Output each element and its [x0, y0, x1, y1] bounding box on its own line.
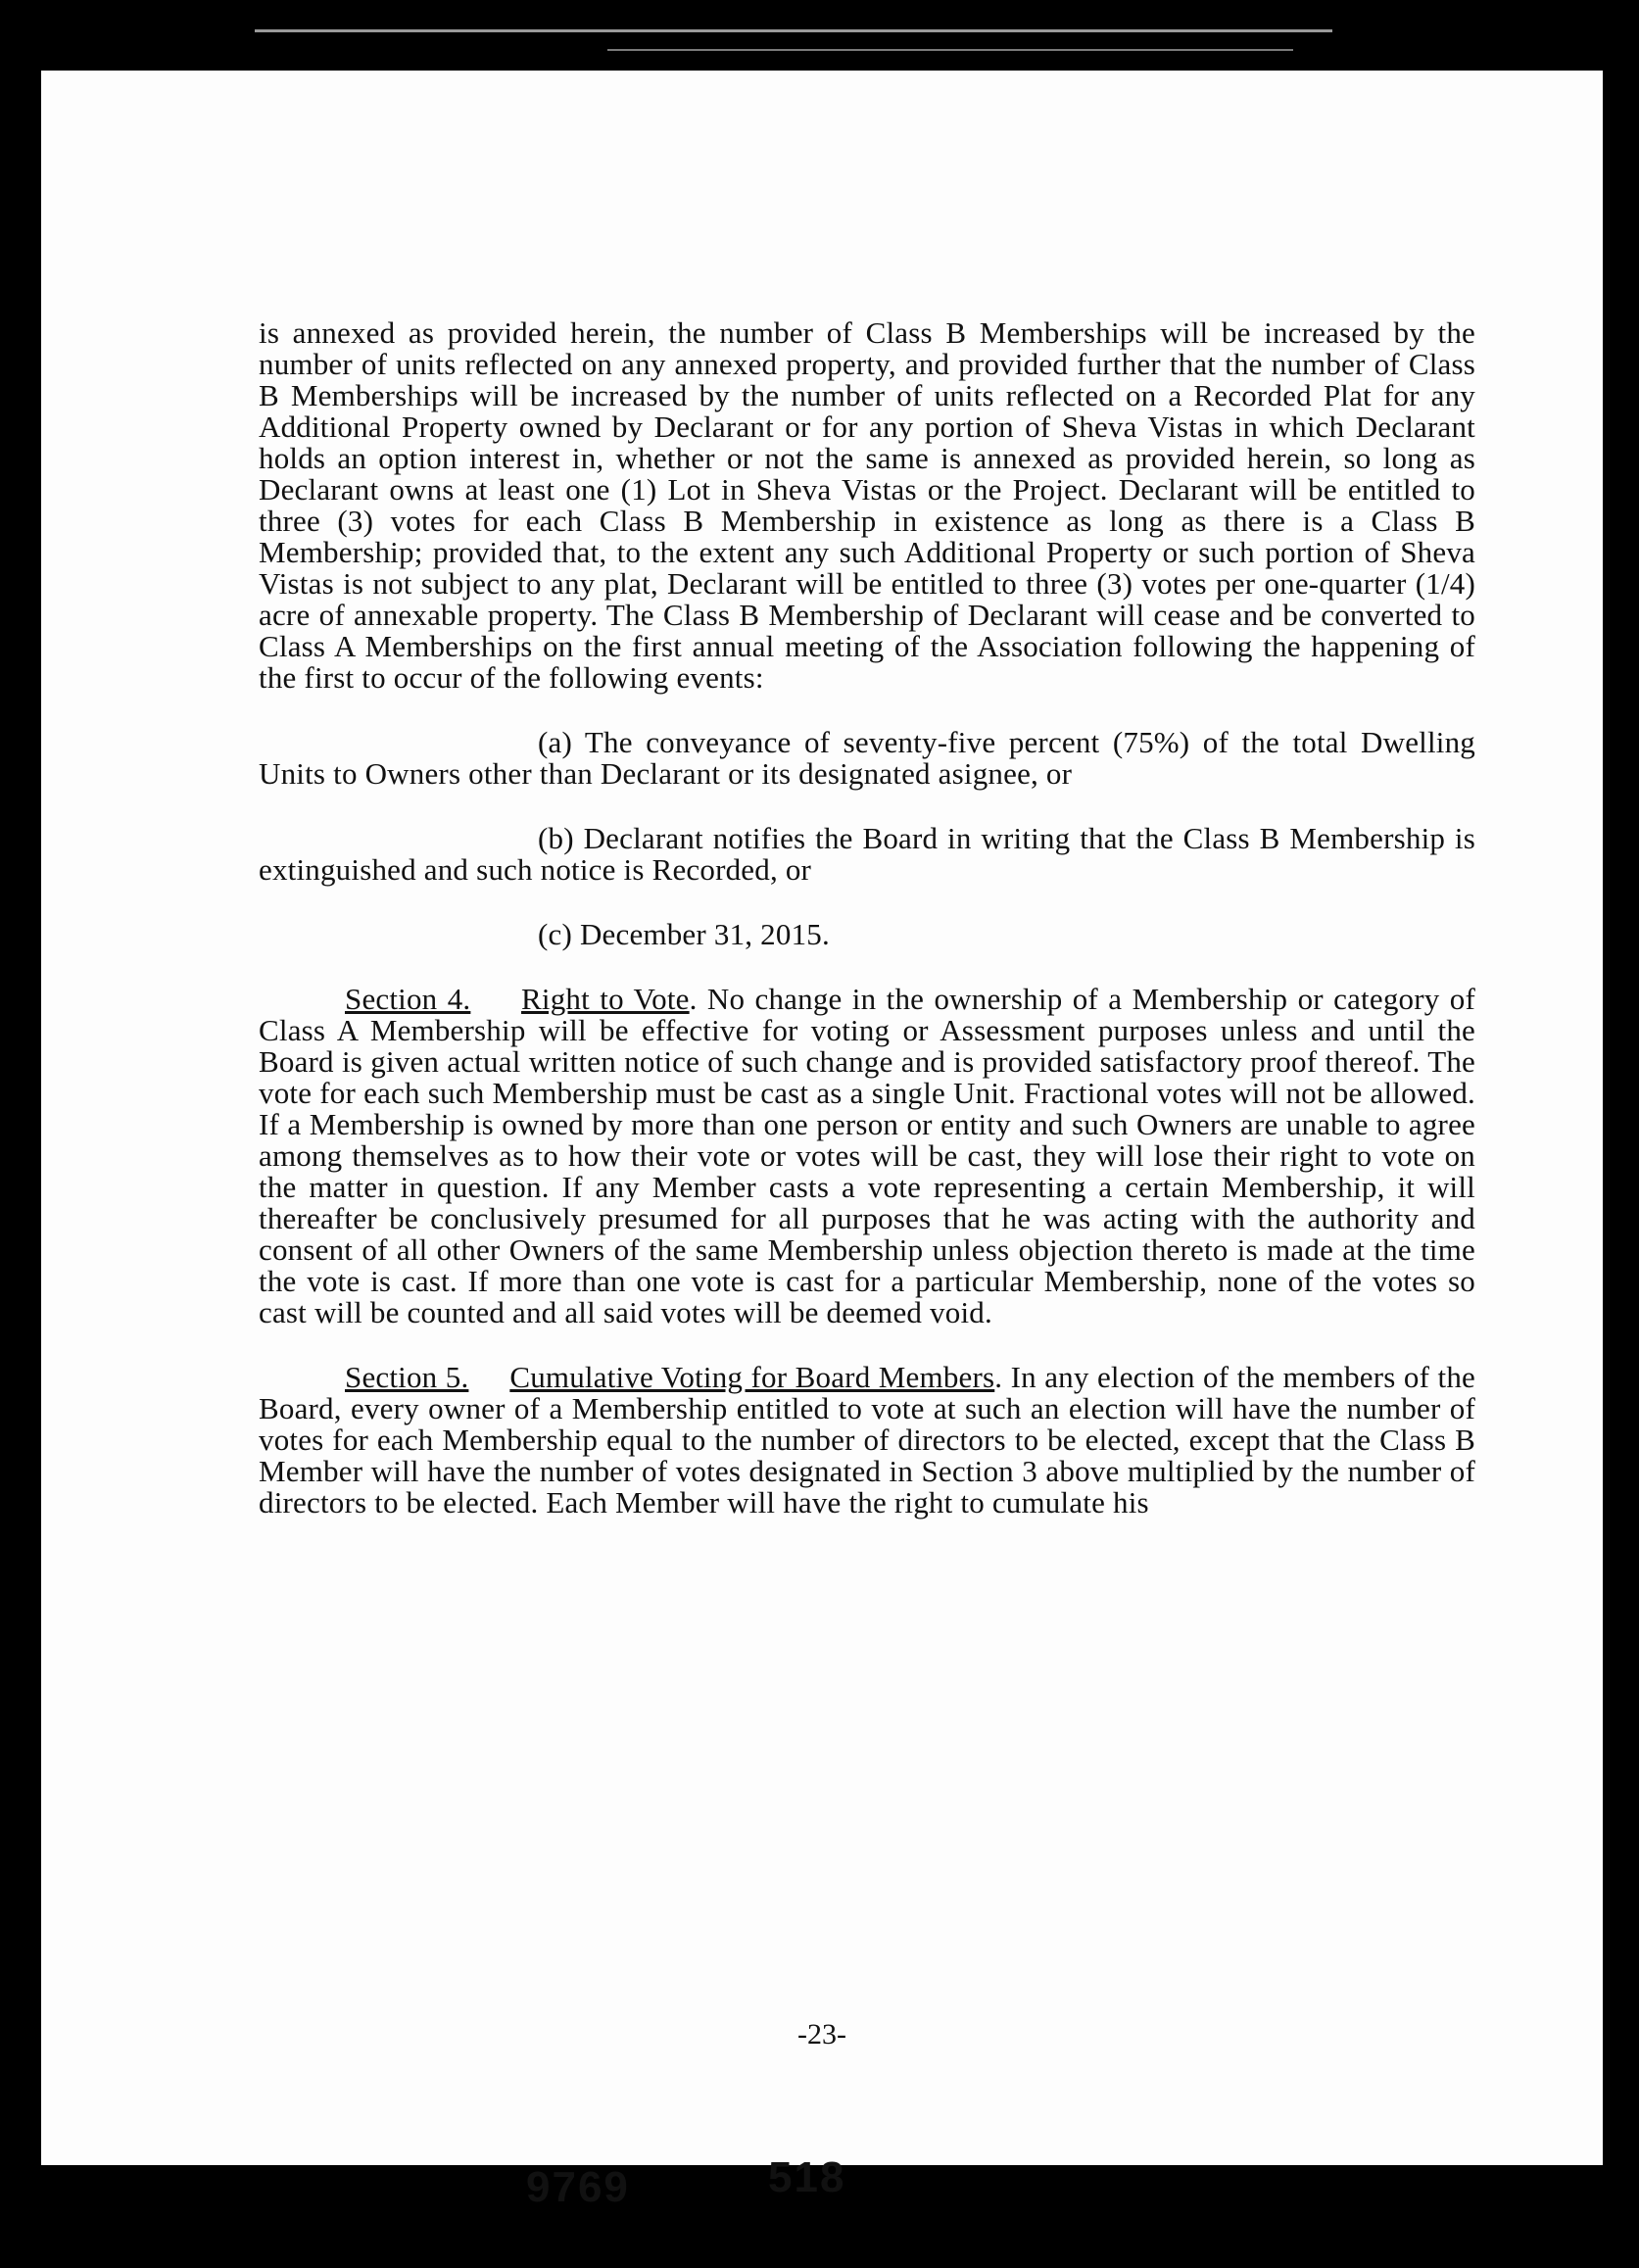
document-page	[41, 71, 1603, 2211]
body-text	[259, 317, 1475, 1519]
list-item-a	[259, 727, 1475, 790]
recording-page-number: 518	[768, 2153, 846, 2201]
list-item-a-text: (a) The conveyance of seventy-five percent (75%) of the total Dwelling Units to Owners other than Declarant or its designated asignee, or	[259, 725, 1475, 791]
section-5-number: Section 5.	[345, 1360, 469, 1394]
list-item-b-text: (b) Declarant notifies the Board in writing that the Class B Membership is extinguished and such notice is Recorded, or	[259, 821, 1475, 887]
list-item-b	[259, 823, 1475, 886]
intro-paragraph: is annexed as provided herein, the number of Class B Memberships will be increased by the number of units reflected on any annexed property, and provided further that the number of Class B Memberships will be increased by the number of units reflected on a Recorded Plat for any Additional Property owned by Declarant or for any portion of Sheva Vistas in which Declarant holds an option interest in, whether or not the same is annexed as provided herein, so long as Declarant owns at least one (1) Lot in Sheva Vistas or the Project. Declarant will be entitled to three (3) votes for each Class B Membership in existence as long as there is a Class B Membership; provided that, to the extent any such Additional Property or such portion of Sheva Vistas is not subject to any plat, Declarant will be entitled to three (3) votes per one-quarter (1/4) acre of annexable property. The Class B Membership of Declarant will cease and be converted to Class A Memberships on the first annual meeting of the Association following the happening of the first to occur of the following events:	[259, 315, 1475, 695]
recording-book-number: 9769	[526, 2163, 630, 2211]
section-4-paragraph	[259, 984, 1475, 1328]
section-5-title: Cumulative Voting for Board Members	[509, 1360, 995, 1394]
section-4-title: Right to Vote	[521, 982, 690, 1016]
list-item-c	[259, 919, 1475, 950]
section-5-paragraph	[259, 1362, 1475, 1519]
scan-artifact-top-2	[607, 49, 1293, 51]
list-item-c-text: (c) December 31, 2015.	[538, 917, 830, 951]
section-4-body: . No change in the ownership of a Membership or category of Class A Membership will be effective for voting or Assessment purposes unless and until the Board is given actual written notice of such change and is provided satisfactory proof thereof. The vote for each such Membership must be cast as a single Unit. Fractional votes will not be allowed. If a Membership is owned by more than one person or entity and such Owners are unable to agree among themselves as to how their vote or votes will be cast, they will lose their right to vote on the matter in question. If any Member casts a vote representing a certain Membership, it will thereafter be conclusively presumed for all purposes that he was acting with the authority and consent of all other Owners of the same Membership unless objection thereto is made at the time the vote is cast. If more than one vote is cast for a particular Membership, none of the votes so cast will be counted and all said votes will be deemed void.	[259, 982, 1476, 1329]
scan-artifact-top	[255, 29, 1332, 32]
page-number: -23-	[797, 2018, 846, 2051]
section-4-number: Section 4.	[345, 982, 471, 1016]
section-5-body: . In any election of the members of the Board, every owner of a Membership entitled to vote at such an election will have the number of votes for each Membership equal to the number of directors to be elected, except that the Class B Member will have the number of votes designated in Section 3 above multiplied by the number of directors to be elected. Each Member will have the right to cumulate his	[259, 1360, 1475, 1520]
